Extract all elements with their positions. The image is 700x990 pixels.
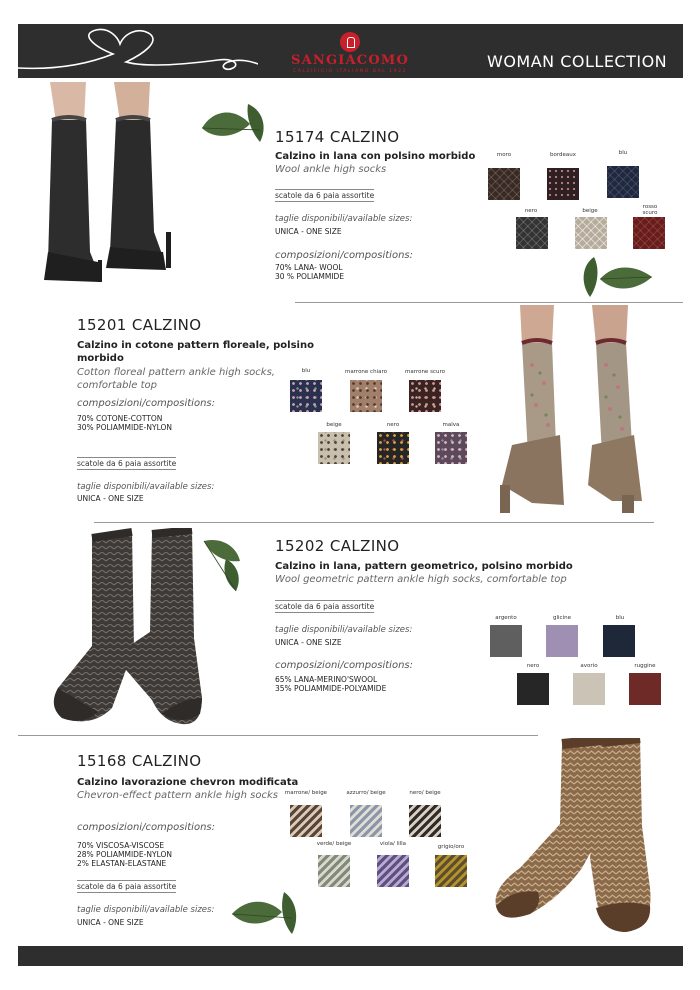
composition-line: 70% LANA- WOOL [275,263,343,272]
product-description-en: Chevron-effect pattern ankle high socks [77,790,278,801]
sizes-value: UNICA - ONE SIZE [275,638,342,647]
compositions-list [275,675,386,693]
product-photo-15174 [38,82,188,287]
composition-line: 30 % POLIAMMIDE [275,272,345,281]
composition-line: 70% COTONE-COTTON [77,414,163,423]
compositions-list [275,263,344,281]
product-photo-15168 [490,738,670,938]
composition-line: 2% ELASTAN-ELASTANE [77,859,167,868]
swatch-label: glicine [553,615,571,621]
brand-logo [270,32,430,74]
product-code: 15201 CALZINO [77,316,202,334]
swatch-azzurro-beige [350,805,382,837]
section-divider [94,522,654,523]
swatch-label: beige [326,422,342,428]
swatch-label: beige [582,208,598,214]
swatch-blu [607,166,639,198]
compositions-label: composizioni/compositions: [275,660,413,671]
brand-seal-icon [340,32,360,52]
swatch-label: azzurro/ beige [346,790,386,796]
compositions-label: composizioni/compositions: [275,250,413,261]
swatch-label: bordeaux [549,152,576,158]
composition-line: 28% POLIAMMIDE-NYLON [77,850,172,859]
swatch-nero [516,217,548,249]
swatch-nero-beige [409,805,441,837]
section-divider [295,302,683,303]
swatch-blu [603,625,635,657]
swatch-glicine [546,625,578,657]
swatch-label: rosso scuro [642,204,658,216]
swatch-malva [435,432,467,464]
swatch-avorio [573,673,605,705]
composition-line: 70% VISCOSA-VISCOSE [77,841,165,850]
swatch-label: blu [618,150,628,156]
leaf-icon [580,255,655,300]
box-info: scatole da 6 paia assortite [77,459,177,468]
composition-line: 65% LANA-MERINO'SWOOL [275,675,378,684]
product-description-it: Calzino lavorazione chevron modificata [77,777,299,788]
swatch-label: blu [615,615,625,621]
swatch-label: marrone scuro [405,369,445,375]
swatch-label: viola/ lilla [379,841,407,847]
swatch-bordeaux [547,168,579,200]
product-description-en: Cotton floreal pattern ankle high socks, [77,367,275,378]
section-divider [18,735,538,736]
swatch-verde-beige [318,855,350,887]
swatch-beige [318,432,350,464]
heart-line-icon [18,24,258,78]
sizes-label: taglie disponibili/available sizes: [275,214,413,224]
swatch-label: avorio [580,663,598,669]
swatch-label: nero [524,208,538,214]
swatch-label: nero [526,663,540,669]
footer-bar [18,946,683,966]
swatch-marrone-scuro [409,380,441,412]
product-description-en: comfortable top [77,380,157,391]
product-description-en: Wool geometric pattern ankle high socks, comfortable top [275,574,567,585]
box-info: scatole da 6 paia assortite [77,882,177,891]
swatch-nero [377,432,409,464]
compositions-list [77,414,172,432]
product-code: 15174 CALZINO [275,128,400,146]
product-description-it: Calzino in lana, pattern geometrico, polsino morbido [275,561,573,572]
product-code: 15168 CALZINO [77,752,202,770]
brand-name: SANGIACOMO [290,53,409,68]
sizes-label: taglie disponibili/available sizes: [275,625,413,635]
swatch-rosso-scuro [633,217,665,249]
swatch-beige [575,217,607,249]
product-description-it: Calzino in lana con polsino morbido [275,151,476,162]
swatch-marrone-chiaro [350,380,382,412]
sizes-value: UNICA - ONE SIZE [275,227,342,236]
leaf-icon [230,890,302,936]
product-description-it: morbido [77,353,124,364]
swatch-label: nero [386,422,400,428]
swatch-moro [488,168,520,200]
box-info: scatole da 6 paia assortite [275,602,375,611]
sizes-label: taglie disponibili/available sizes: [77,905,215,915]
compositions-list [77,841,172,868]
swatch-viola-lilla [377,855,409,887]
swatch-grigio-oro [435,855,467,887]
sizes-value: UNICA - ONE SIZE [77,494,144,503]
sizes-label: taglie disponibili/available sizes: [77,482,215,492]
brand-subtitle: CALZIFICIO ITALIANO DAL 1922 [293,69,407,74]
swatch-label: moro [496,152,512,158]
swatch-label: argento [495,615,517,621]
leaf-icon [200,535,248,593]
composition-line: 35% POLIAMMIDE-POLYAMIDE [275,684,387,693]
product-description-en: Wool ankle high socks [275,164,387,175]
collection-title: WOMAN COLLECTION [487,52,668,71]
compositions-label: composizioni/compositions: [77,398,215,409]
swatch-label: marrone/ beige [284,790,328,796]
product-code: 15202 CALZINO [275,537,400,555]
swatch-label: ruggine [634,663,656,669]
leaf-icon [200,100,272,146]
swatch-nero [517,673,549,705]
swatch-label: verde/ beige [316,841,352,847]
product-photo-15201 [492,305,667,517]
sizes-value: UNICA - ONE SIZE [77,918,144,927]
swatch-marrone-beige [290,805,322,837]
product-description-it: Calzino in cotone pattern floreale, polsino [77,340,314,351]
swatch-label: marrone chiaro [345,369,387,375]
box-info: scatole da 6 paia assortite [275,191,375,200]
swatch-label: nero/ beige [409,790,441,796]
swatch-blu [290,380,322,412]
composition-line: 30% POLIAMMIDE-NYLON [77,423,172,432]
swatch-ruggine [629,673,661,705]
swatch-label: blu [301,368,311,374]
swatch-label: malva [442,422,460,428]
compositions-label: composizioni/compositions: [77,822,215,833]
swatch-argento [490,625,522,657]
swatch-label: grigio/oro [437,844,465,850]
